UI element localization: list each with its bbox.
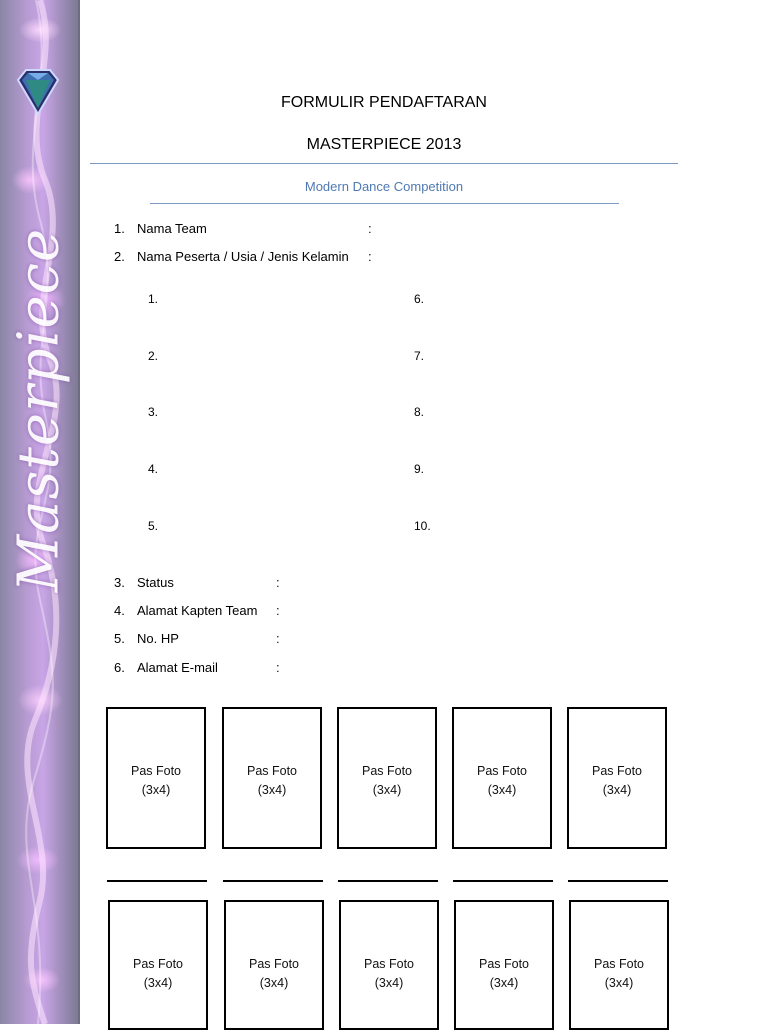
photo-box <box>569 900 669 1030</box>
photo-size: (3x4) <box>259 976 289 990</box>
subtitle-divider <box>150 203 619 204</box>
field-label: Status <box>137 575 174 590</box>
participant-slot: 10. <box>414 519 431 533</box>
photo-box <box>224 900 324 1030</box>
name-line <box>338 880 438 882</box>
field-label: Nama Team <box>137 221 207 236</box>
participant-slot: 1. <box>148 292 159 306</box>
participant-slot: 4. <box>148 462 159 476</box>
field-label: Alamat Kapten Team <box>137 603 258 618</box>
photo-box <box>567 707 667 849</box>
photo-box <box>337 707 437 849</box>
photo-size: (3x4) <box>143 976 173 990</box>
header-divider <box>90 163 678 164</box>
participant-slot: 3. <box>148 405 159 419</box>
photo-size: (3x4) <box>257 783 287 797</box>
participant-slot: 5. <box>148 519 159 533</box>
field-number: 3. <box>114 575 125 590</box>
photo-box <box>108 900 208 1030</box>
field-number: 1. <box>114 221 125 236</box>
photo-label: Pas Foto <box>363 957 415 971</box>
name-line <box>453 880 553 882</box>
photo-box <box>339 900 439 1030</box>
participant-slot: 6. <box>414 292 425 306</box>
participant-slot: 7. <box>414 349 425 363</box>
photo-label: Pas Foto <box>478 957 530 971</box>
photo-label: Pas Foto <box>132 957 184 971</box>
masterpiece-wordmark: Masterpiece <box>6 227 72 593</box>
field-number: 4. <box>114 603 125 618</box>
participant-slot: 8. <box>414 405 425 419</box>
diamond-gem-icon <box>12 66 64 118</box>
field-label: Alamat E-mail <box>137 660 218 675</box>
field-number: 5. <box>114 631 125 646</box>
field-colon: : <box>368 221 372 236</box>
participant-slot: 9. <box>414 462 425 476</box>
name-line <box>107 880 207 882</box>
photo-label: Pas Foto <box>130 764 182 778</box>
photo-size: (3x4) <box>489 976 519 990</box>
decorative-sidebar <box>0 0 80 1024</box>
photo-size: (3x4) <box>372 783 402 797</box>
photo-label: Pas Foto <box>591 764 643 778</box>
name-line <box>568 880 668 882</box>
photo-label: Pas Foto <box>248 957 300 971</box>
photo-size: (3x4) <box>141 783 171 797</box>
photo-label: Pas Foto <box>476 764 528 778</box>
field-label: Nama Peserta / Usia / Jenis Kelamin <box>137 249 349 264</box>
name-line <box>223 880 323 882</box>
photo-box <box>452 707 552 849</box>
field-number: 2. <box>114 249 125 264</box>
field-colon: : <box>276 660 280 675</box>
photo-size: (3x4) <box>604 976 634 990</box>
event-title: MASTERPIECE 2013 <box>306 136 462 153</box>
photo-label: Pas Foto <box>593 957 645 971</box>
photo-label: Pas Foto <box>361 764 413 778</box>
photo-box <box>106 707 206 849</box>
photo-size: (3x4) <box>602 783 632 797</box>
field-colon: : <box>276 575 280 590</box>
field-colon: : <box>368 249 372 264</box>
field-label: No. HP <box>137 631 179 646</box>
photo-label: Pas Foto <box>246 764 298 778</box>
photo-size: (3x4) <box>374 976 404 990</box>
field-colon: : <box>276 603 280 618</box>
photo-box <box>454 900 554 1030</box>
photo-size: (3x4) <box>487 783 517 797</box>
field-number: 6. <box>114 660 125 675</box>
competition-subtitle: Modern Dance Competition <box>304 179 464 194</box>
photo-box <box>222 707 322 849</box>
participant-slot: 2. <box>148 349 159 363</box>
field-colon: : <box>276 631 280 646</box>
form-title: FORMULIR PENDAFTARAN <box>281 94 487 111</box>
